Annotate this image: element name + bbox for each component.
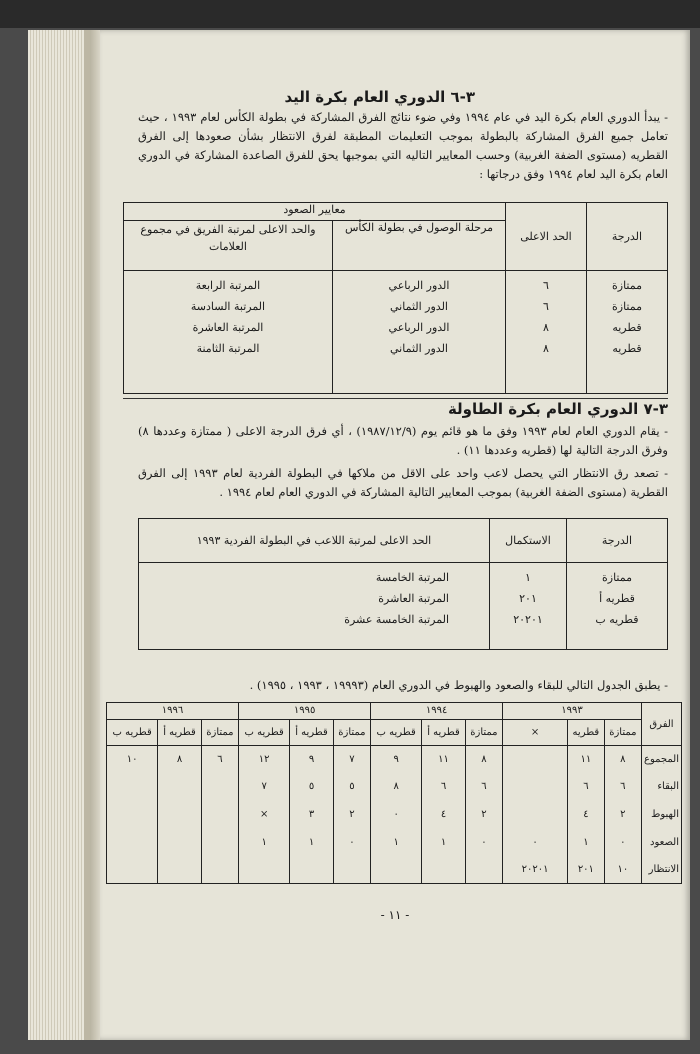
sub-header: قطريه ب	[239, 719, 290, 745]
rank-value: المرتبة الثامنة	[196, 342, 260, 355]
sub-header: قطريه أ	[158, 719, 202, 745]
table-cell: ٤	[568, 801, 605, 829]
stage-value: الدور الرباعي	[388, 321, 450, 334]
rank-value: المرتبة العاشرة	[378, 592, 449, 605]
row-label: الانتظار	[642, 856, 682, 884]
table-cell: ٠	[333, 828, 370, 856]
book-page	[100, 30, 690, 1040]
table-cell: ١	[290, 828, 334, 856]
table-cell	[239, 856, 290, 884]
stage-value: الدور الثماني	[390, 300, 448, 313]
table-cell	[371, 856, 422, 884]
table-cell	[107, 801, 158, 829]
table-cell: ١	[371, 828, 422, 856]
table-cell: ٠	[503, 828, 568, 856]
complete-value: ١	[525, 571, 531, 584]
table-cell: ١	[568, 828, 605, 856]
table-cell: ٩	[371, 746, 422, 774]
sub-header: قطريه أ	[290, 719, 334, 745]
max-cell	[506, 271, 587, 394]
table-cell: ٢٠٢٠١	[503, 856, 568, 884]
header-year: ١٩٩٤	[371, 703, 503, 720]
header-complete: الاستكمال	[490, 519, 567, 563]
table-cell: ١	[422, 828, 466, 856]
header-criteria: معايير الصعود	[124, 203, 506, 221]
rank-cell	[139, 563, 490, 650]
table-cell	[201, 801, 238, 829]
scan-top-border	[0, 0, 700, 28]
table-cell: ٦	[465, 773, 502, 801]
table-cell	[107, 856, 158, 884]
rank-value: المرتبة الخامسة	[375, 571, 449, 584]
table-cell: ٦	[201, 746, 238, 774]
degree-value: ممتازة	[612, 279, 642, 292]
rank-value: المرتبة الرابعة	[195, 279, 261, 292]
table-cell: ٢	[333, 801, 370, 829]
book-page-edges	[28, 30, 90, 1040]
sub-header: قطريه	[568, 719, 605, 745]
stage-value: الدور الثماني	[390, 342, 448, 355]
table-cell	[158, 828, 202, 856]
table-cell: ٨	[158, 746, 202, 774]
sub-header: قطريه ب	[107, 719, 158, 745]
rank-value: المرتبة الخامسة عشرة	[344, 613, 449, 626]
row-label: البقاء	[642, 773, 682, 801]
max-value: ٦	[543, 300, 549, 313]
row-label: الهبوط	[642, 801, 682, 829]
sub-header: ممتازة	[333, 719, 370, 745]
table-cell: ١١	[568, 746, 605, 774]
section-7-heading: ٣-٧ الدوري العام بكرة الطاولة	[447, 400, 668, 418]
table-cell: ١٠	[107, 746, 158, 774]
sub-header: ×	[503, 719, 568, 745]
table-tennis-criteria-table	[138, 518, 668, 650]
degree-value: قطريه أ	[599, 592, 635, 605]
divider	[123, 398, 668, 399]
sub-header: قطريه ب	[371, 719, 422, 745]
table-cell: ٨	[371, 773, 422, 801]
table-cell: ٥	[290, 773, 334, 801]
header-year: ١٩٩٣	[503, 703, 642, 720]
table-cell: ٦	[604, 773, 641, 801]
table-cell	[422, 856, 466, 884]
complete-value: ٢٠١	[519, 592, 537, 605]
header-degree: الدرجة	[567, 519, 668, 563]
sub-header: قطريه أ	[422, 719, 466, 745]
table-cell	[465, 856, 502, 884]
section-6-paragraph: - يبدأ الدوري العام بكرة اليد في عام ١٩٩٤ وفي ضوء نتائج الفرق المشاركة في بطولة الكأس لعام ١٩٩٣ ، حيث تعامل جميع الفرق المشاركة بالبطولة بموجب التعليمات المطبقة لفرق الانتظار بشأن صعودها إلى الفرق القطريه (مستوى الضفة الغربية) وحسب المعايير التاليه التي بموجبها يحق للفرق الصاعدة المشاركة في الدوري العام بكرة اليد لعام ١٩٩٤ وفق درجاتها :	[138, 110, 668, 181]
table-cell: ١١	[422, 746, 466, 774]
section-7-paragraph-1: - يقام الدوري العام لعام ١٩٩٣ وفق ما هو قائم يوم (١٩٨٧/١٢/٩) ، أي فرق الدرجة الاعلى ( ممتازة وعددها ٨) وفرق الدرجة التالية لها (قطريه وعددها ١١) .	[138, 424, 668, 457]
section-8-paragraph: - يطبق الجدول التالي للبقاء والصعود والهبوط في الدوري العام (١٩٩٩٣ ، ١٩٩٣ ، ١٩٩٥) .	[249, 678, 668, 692]
max-value: ٨	[543, 342, 549, 355]
complete-value: ٢٠٢٠١	[513, 613, 543, 626]
table-cell	[158, 856, 202, 884]
table-cell	[158, 773, 202, 801]
section-6-heading: ٣-٦ الدوري العام بكرة اليد	[284, 88, 475, 106]
table-cell: ٤	[422, 801, 466, 829]
table-cell: ٠	[465, 828, 502, 856]
table-cell	[201, 856, 238, 884]
table-cell	[333, 856, 370, 884]
table-row	[107, 828, 682, 856]
table-cell	[201, 773, 238, 801]
degree-cell	[567, 563, 668, 650]
table-cell: ٠	[604, 828, 641, 856]
table-row	[107, 801, 682, 829]
table-cell: ٧	[239, 773, 290, 801]
section-7-paragraph-2: - تصعد رق الانتظار التي يحصل لاعب واحد على الاقل من ملاكها في البطولة الفردية لعام ١٩٩٣ إلى الفرق القطرية (مستوى الضفة الغربية) بموجب المعايير التالية المشاركة في الدوري العام لعام ١٩٩٤ .	[138, 466, 668, 499]
row-label: الصعود	[642, 828, 682, 856]
header-degree: الدرجة	[587, 203, 668, 271]
table-cell: ٧	[333, 746, 370, 774]
header-year: ١٩٩٦	[107, 703, 239, 720]
table-cell: ٨	[465, 746, 502, 774]
rank-value: المرتبة العاشرة	[192, 321, 264, 334]
table-cell: ٥	[333, 773, 370, 801]
table-cell: ٩	[290, 746, 334, 774]
table-cell	[503, 746, 568, 774]
table-cell: ٢٠١	[568, 856, 605, 884]
max-value: ٨	[543, 321, 549, 334]
complete-cell	[490, 563, 567, 650]
table-cell: ٣	[290, 801, 334, 829]
row-label: المجموع	[642, 746, 682, 774]
table-cell: ١	[239, 828, 290, 856]
table-cell	[290, 856, 334, 884]
table-cell: ١٠	[604, 856, 641, 884]
header-team: الفرق	[642, 703, 682, 746]
table-cell: ٨	[604, 746, 641, 774]
max-value: ٦	[543, 279, 549, 292]
sub-header: ممتازة	[465, 719, 502, 745]
table-cell	[201, 828, 238, 856]
degree-cell	[587, 271, 668, 394]
degree-value: قطريه ب	[595, 613, 639, 626]
league-movement-table	[106, 702, 682, 884]
table-cell	[158, 801, 202, 829]
header-rank: الحد الاعلى لمرتبة اللاعب في البطولة الفردية ١٩٩٣	[139, 519, 490, 563]
degree-value: ممتازة	[602, 571, 632, 584]
table-cell	[503, 801, 568, 829]
table-row	[107, 746, 682, 774]
degree-value: قطريه	[612, 321, 642, 334]
header-rank: والحد الاعلى لمرتبة الفريق في مجموع العلامات	[124, 221, 333, 271]
table-cell: ٢	[604, 801, 641, 829]
header-max: الحد الاعلى	[506, 203, 587, 271]
table-cell: ١٢	[239, 746, 290, 774]
table-cell: ٠	[371, 801, 422, 829]
table-cell: ٦	[568, 773, 605, 801]
table-cell	[107, 828, 158, 856]
table-cell	[503, 773, 568, 801]
rank-cell	[124, 271, 333, 394]
stage-value: الدور الرباعي	[388, 279, 450, 292]
table-cell: ٢	[465, 801, 502, 829]
stage-cell	[333, 271, 506, 394]
degree-value: قطريه	[612, 342, 642, 355]
header-year: ١٩٩٥	[239, 703, 371, 720]
table-cell	[107, 773, 158, 801]
league-movement-body	[107, 746, 682, 884]
table-cell: ×	[239, 801, 290, 829]
page-number: - ١١ -	[380, 908, 410, 922]
header-stage: مرحلة الوصول في بطولة الكأس	[333, 221, 506, 271]
rank-value: المرتبة السادسة	[190, 300, 266, 313]
table-cell: ٦	[422, 773, 466, 801]
degree-value: ممتازة	[612, 300, 642, 313]
sub-header: ممتازة	[604, 719, 641, 745]
handball-criteria-table	[123, 202, 668, 394]
sub-header: ممتازة	[201, 719, 238, 745]
table-row	[107, 773, 682, 801]
page-content	[100, 30, 690, 1040]
table-row	[107, 856, 682, 884]
